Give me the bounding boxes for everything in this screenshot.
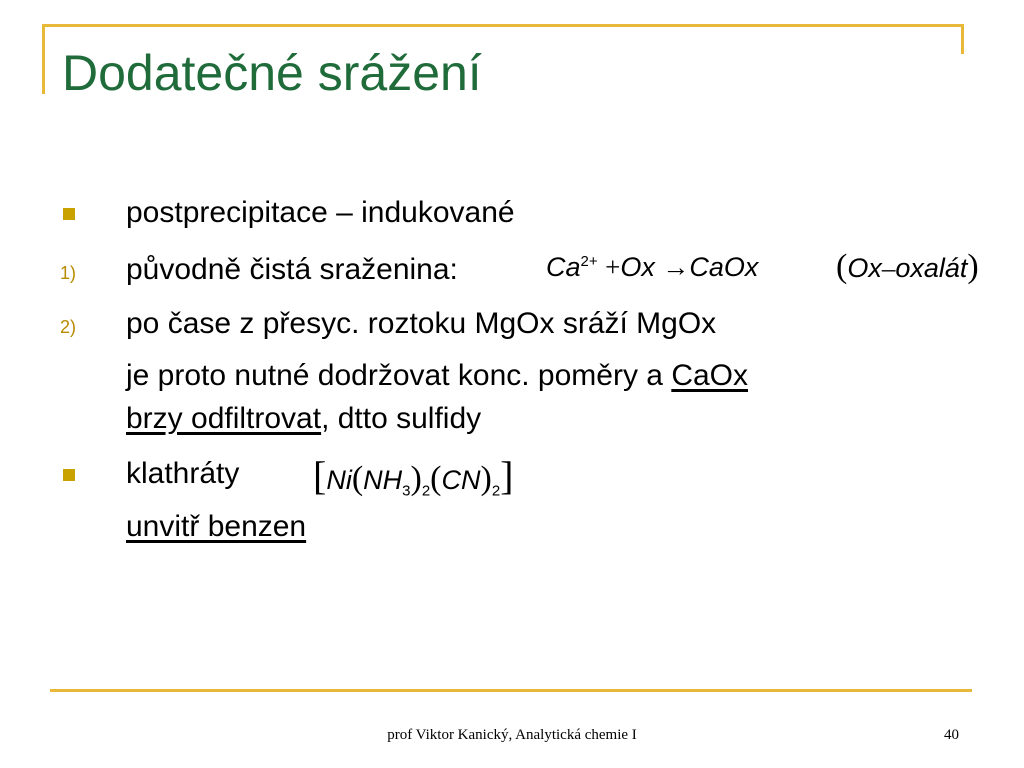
page-number: 40	[944, 727, 959, 743]
note-dash: –	[881, 253, 896, 283]
slide-title: Dodatečné srážení	[62, 45, 482, 101]
footer-divider	[50, 689, 972, 692]
footer-author: prof Viktor Kanický, Analytická chemie I	[387, 727, 637, 743]
item-clathrates: klathráty	[126, 457, 240, 490]
note-oxalate: oxalát	[895, 253, 968, 283]
formula-charge: 2+	[580, 253, 598, 270]
note-open-paren: (	[836, 248, 848, 285]
item-postprecipitation: postprecipitace – indukované	[126, 196, 515, 229]
note-close-paren: )	[967, 248, 979, 285]
complex-right-bracket: ]	[500, 453, 514, 498]
complex-paren-1: (	[351, 460, 364, 497]
formula-ca: Ca	[546, 252, 581, 282]
note-ox: Ox	[847, 253, 882, 283]
frame-top-border	[42, 24, 964, 27]
square-bullet-icon	[63, 208, 75, 220]
caox-link-text: CaOx	[671, 359, 749, 392]
complex-ni: Ni	[326, 465, 352, 495]
formula-arrow: →	[662, 252, 690, 282]
filter-soon-text: brzy odfiltrovat	[126, 402, 322, 435]
item-marker-2: 2)	[60, 317, 77, 337]
item-keep-ratio-line1	[126, 357, 748, 395]
complex-sub-2b: 2	[491, 482, 501, 500]
formula-note	[836, 248, 979, 286]
complex-paren-2: )	[410, 460, 422, 497]
complex-cn: CN	[441, 465, 481, 495]
complex-paren-3: (	[430, 460, 442, 497]
complex-paren-4: )	[480, 460, 492, 497]
item-original-precipitate: původně čistá sraženina:	[126, 253, 458, 286]
complex-nh: NH	[363, 465, 403, 495]
complex-sub-2a: 2	[421, 482, 431, 500]
frame-left-border	[42, 24, 45, 94]
formula-plus: +	[605, 252, 621, 282]
complex-left-bracket: [	[313, 453, 327, 498]
formula-product: CaOx	[689, 252, 759, 282]
benzene-text: unvitř benzen	[126, 510, 307, 543]
complex-sub-3: 3	[402, 482, 411, 500]
sulfides-text: , dtto sulfidy	[321, 402, 482, 435]
square-bullet-icon	[63, 469, 75, 481]
formula-ca-oxalate	[546, 252, 758, 283]
keep-ratio-text: je proto nutné dodržovat konc. poměry a	[126, 359, 672, 392]
formula-nickel-complex	[313, 452, 514, 499]
frame-right-border	[961, 24, 964, 54]
item-keep-ratio-line2	[126, 400, 481, 438]
item-benzene	[126, 508, 306, 546]
item-supersaturated: po čase z přesyc. roztoku MgOx sráží MgOx	[126, 307, 717, 340]
formula-ox: Ox	[620, 252, 655, 282]
item-marker-1: 1)	[60, 263, 77, 283]
